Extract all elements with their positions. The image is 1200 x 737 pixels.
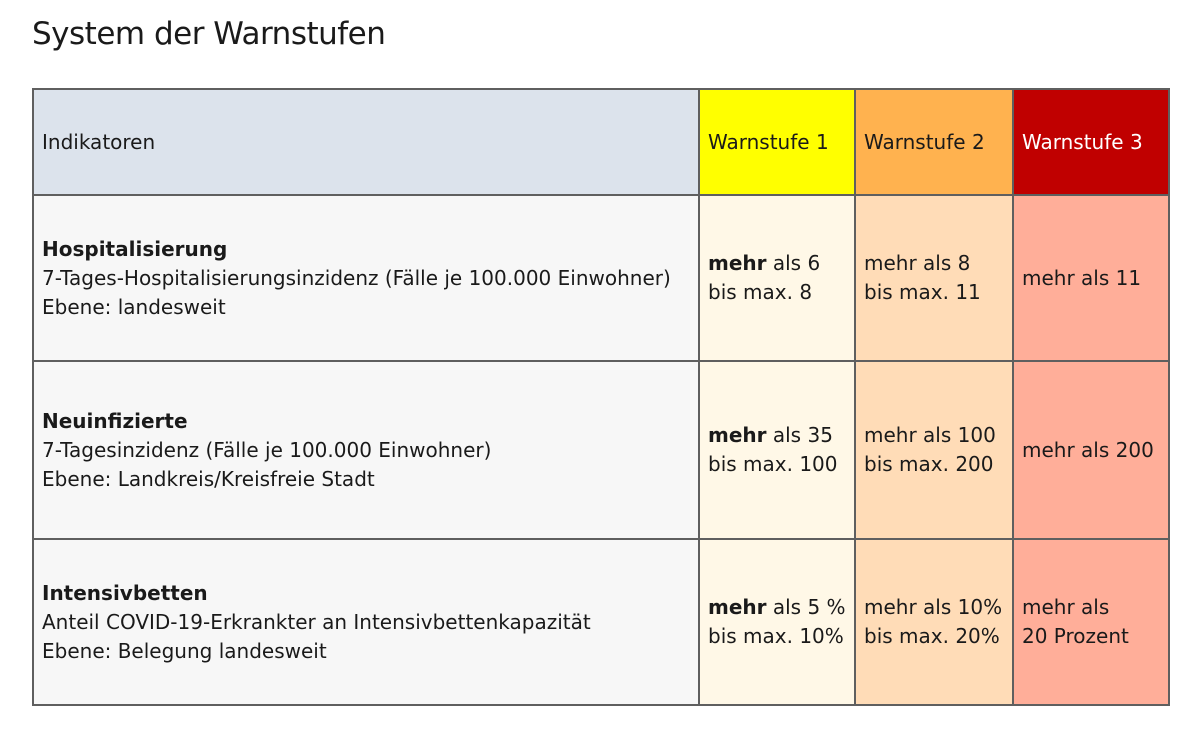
threshold-line-1 xyxy=(708,421,846,450)
indicator-description: 7-Tages-Hospitalisierungsinzidenz (Fälle je 100.000 Einwohner) xyxy=(42,265,671,290)
threshold-line-2: bis max. 11 xyxy=(864,280,981,304)
indicator-level: Ebene: landesweit xyxy=(42,294,226,319)
threshold-line-1 xyxy=(708,249,846,278)
threshold-text: als 35 xyxy=(766,423,833,447)
table-row xyxy=(33,195,1169,361)
level-3-cell xyxy=(1013,195,1169,361)
threshold-line-2: 20 Prozent xyxy=(1022,624,1129,648)
threshold-line-2: bis max. 20% xyxy=(864,624,1000,648)
header-level-3: Warnstufe 3 xyxy=(1013,89,1169,195)
threshold-line-1: mehr als 100 xyxy=(864,423,996,447)
indicator-name: Neuinfizierte xyxy=(42,408,188,433)
threshold-line-1: mehr als 8 xyxy=(864,251,971,275)
threshold-line-2: bis max. 8 xyxy=(708,280,813,304)
indicator-level: Ebene: Belegung landesweit xyxy=(42,638,327,663)
header-level-1: Warnstufe 1 xyxy=(699,89,855,195)
threshold-line-1 xyxy=(708,593,846,622)
threshold-line-1: mehr als 200 xyxy=(1022,437,1154,462)
table-header-row xyxy=(33,89,1169,195)
table-row xyxy=(33,539,1169,705)
level-1-cell xyxy=(699,195,855,361)
level-2-cell xyxy=(855,539,1013,705)
threshold-text: als 5 % xyxy=(766,595,846,619)
indicator-level: Ebene: Landkreis/Kreisfreie Stadt xyxy=(42,466,375,491)
threshold-line-2: bis max. 200 xyxy=(864,452,994,476)
level-3-cell xyxy=(1013,539,1169,705)
indicator-cell xyxy=(33,361,699,539)
level-2-cell xyxy=(855,361,1013,539)
level-2-cell xyxy=(855,195,1013,361)
threshold-line-1: mehr als 11 xyxy=(1022,265,1142,290)
indicator-name: Intensivbetten xyxy=(42,580,208,605)
threshold-text: als 6 xyxy=(766,251,821,275)
table-row xyxy=(33,361,1169,539)
indicator-description: 7-Tagesinzidenz (Fälle je 100.000 Einwohner) xyxy=(42,437,492,462)
indicator-cell xyxy=(33,195,699,361)
threshold-line-1: mehr als xyxy=(1022,595,1110,619)
threshold-line-2: bis max. 100 xyxy=(708,452,838,476)
header-level-2: Warnstufe 2 xyxy=(855,89,1013,195)
threshold-bold-word: mehr xyxy=(708,595,767,619)
page-title: System der Warnstufen xyxy=(32,16,386,52)
threshold-bold-word: mehr xyxy=(708,251,767,275)
threshold-line-2: bis max. 10% xyxy=(708,624,844,648)
indicator-cell xyxy=(33,539,699,705)
level-1-cell xyxy=(699,539,855,705)
header-indicators: Indikatoren xyxy=(33,89,699,195)
level-3-cell xyxy=(1013,361,1169,539)
indicator-description: Anteil COVID-19-Erkrankter an Intensivbettenkapazität xyxy=(42,609,591,634)
threshold-line-1: mehr als 10% xyxy=(864,595,1003,619)
warning-levels-table xyxy=(32,88,1170,706)
indicator-name: Hospitalisierung xyxy=(42,236,228,261)
threshold-bold-word: mehr xyxy=(708,423,767,447)
level-1-cell xyxy=(699,361,855,539)
